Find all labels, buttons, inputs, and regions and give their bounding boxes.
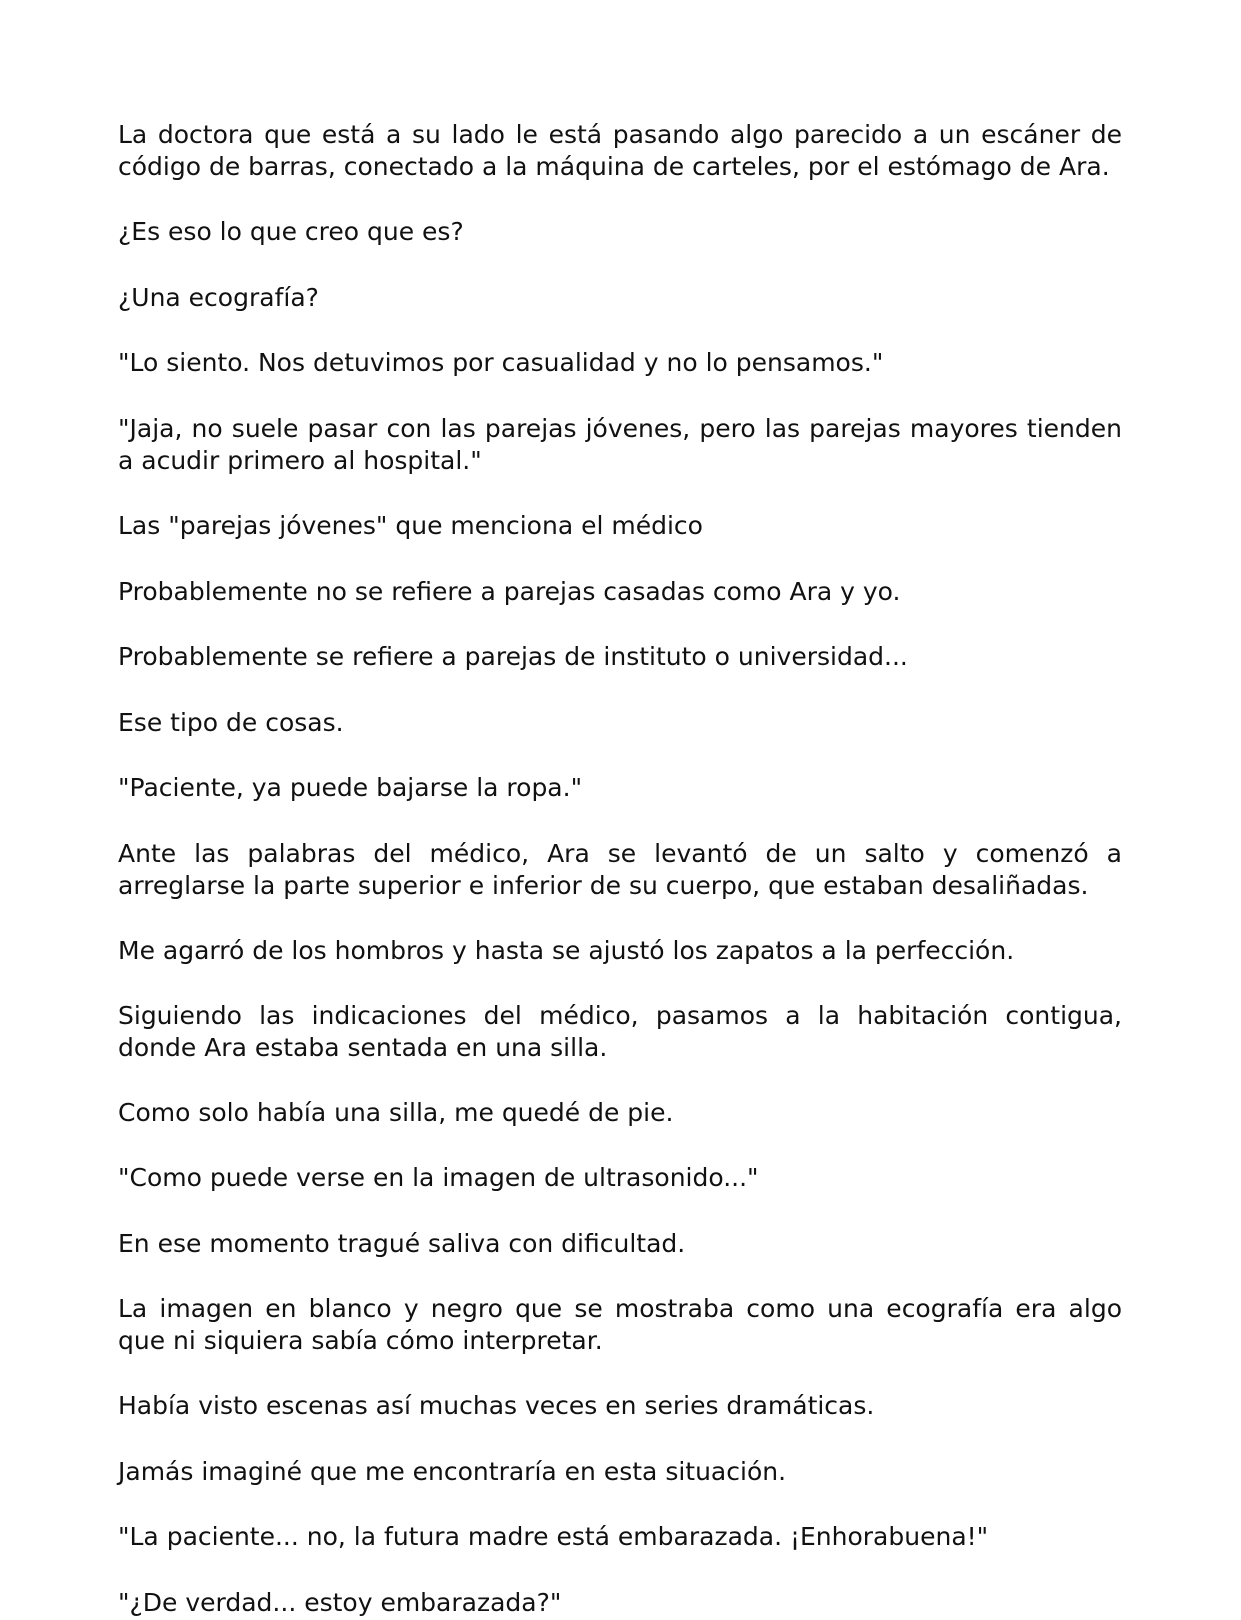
paragraph: "¿De verdad... estoy embarazada?" [118,1588,562,1617]
paragraph: Ante las palabras del médico, Ara se levantó de un salto y comenzó a arreglarse la parte superior e inferior de su cuerpo, que estaban desaliñadas. [118,839,1122,900]
paragraph: La imagen en blanco y negro que se mostraba como una ecografía era algo que ni siquiera sabía cómo interpretar. [118,1294,1122,1355]
paragraph: "Jaja, no suele pasar con las parejas jóvenes, pero las parejas mayores tienden a acudir primero al hospital." [118,414,1122,475]
paragraph: En ese momento tragué saliva con dificultad. [118,1229,686,1258]
paragraph: "Como puede verse en la imagen de ultrasonido..." [118,1163,759,1192]
paragraph: "Paciente, ya puede bajarse la ropa." [118,773,583,802]
paragraph: Las "parejas jóvenes" que menciona el médico [118,511,703,540]
paragraph: Como solo había una silla, me quedé de pie. [118,1098,674,1127]
paragraph: Probablemente no se refiere a parejas casadas como Ara y yo. [118,577,901,606]
paragraph: Siguiendo las indicaciones del médico, pasamos a la habitación contigua, donde Ara estaba sentada en una silla. [118,1001,1122,1062]
paragraph: Jamás imaginé que me encontraría en esta situación. [118,1457,787,1486]
paragraph: "Lo siento. Nos detuvimos por casualidad y no lo pensamos." [118,348,884,377]
paragraph: Probablemente se refiere a parejas de instituto o universidad... [118,642,908,671]
paragraph: Ese tipo de cosas. [118,708,344,737]
paragraph: Había visto escenas así muchas veces en series dramáticas. [118,1391,875,1420]
paragraph: Me agarró de los hombros y hasta se ajustó los zapatos a la perfección. [118,936,1015,965]
paragraph: ¿Es eso lo que creo que es? [118,217,464,246]
paragraph: La doctora que está a su lado le está pasando algo parecido a un escáner de código de barras, conectado a la máquina de carteles, por el estómago de Ara. [118,120,1122,181]
paragraph: ¿Una ecografía? [118,283,319,312]
paragraph: "La paciente... no, la futura madre está embarazada. ¡Enhorabuena!" [118,1522,989,1551]
